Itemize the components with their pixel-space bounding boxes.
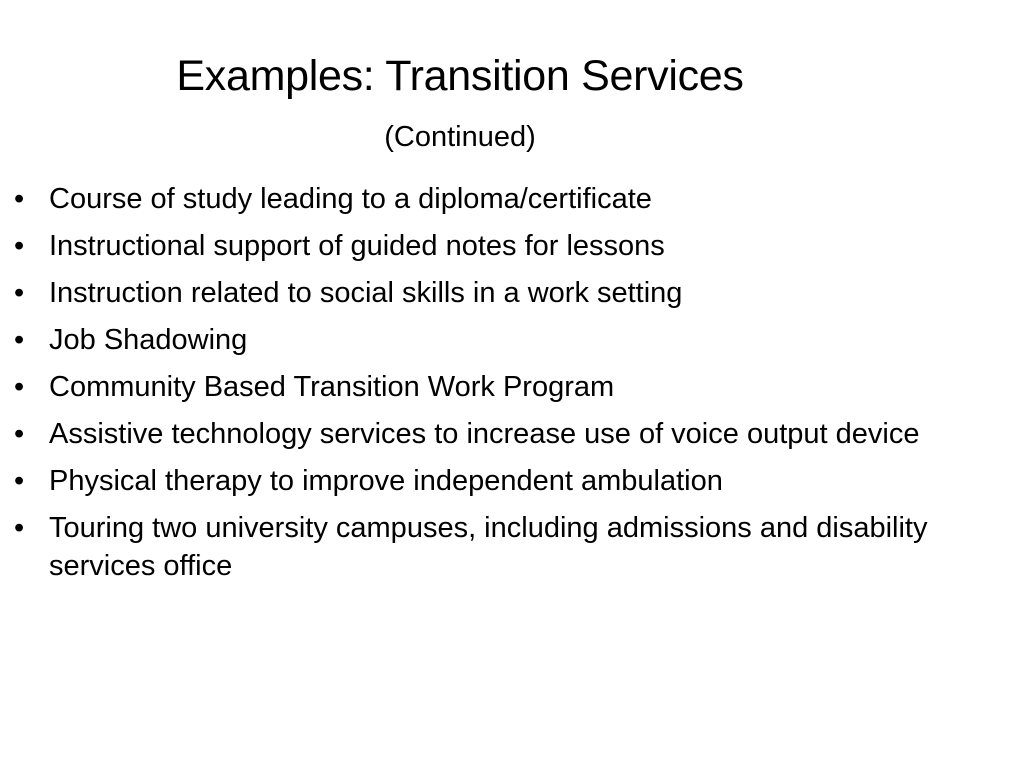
list-item-text: Instruction related to social skills in a work setting (49, 277, 683, 309)
bullet-icon: • (14, 277, 25, 309)
list-item (14, 415, 994, 453)
list-item-text: Physical therapy to improve independent ambulation (49, 465, 723, 497)
bullet-icon: • (14, 183, 25, 215)
list-item (14, 274, 994, 312)
bullet-icon: • (14, 230, 25, 262)
list-item (14, 180, 994, 218)
list-item (14, 509, 994, 585)
bullet-icon: • (14, 418, 25, 450)
list-item-text: Job Shadowing (49, 324, 248, 356)
bullet-icon: • (14, 465, 25, 497)
slide-title: Examples: Transition Services (176, 52, 744, 100)
list-item (14, 462, 994, 500)
list-item (14, 321, 994, 359)
list-item (14, 368, 994, 406)
list-item-text: Assistive technology services to increase use of voice output device (49, 418, 920, 450)
list-item-text: Course of study leading to a diploma/certificate (49, 183, 652, 215)
bullet-icon: • (14, 512, 25, 544)
list-item-text: Touring two university campuses, including admissions and disability services office (49, 512, 928, 582)
bullet-icon: • (14, 371, 25, 403)
slide-subtitle: (Continued) (384, 121, 536, 153)
bullet-list (14, 180, 994, 594)
list-item-text: Community Based Transition Work Program (49, 371, 615, 403)
list-item (14, 227, 994, 265)
list-item-text: Instructional support of guided notes for lessons (49, 230, 665, 262)
bullet-icon: • (14, 324, 25, 356)
